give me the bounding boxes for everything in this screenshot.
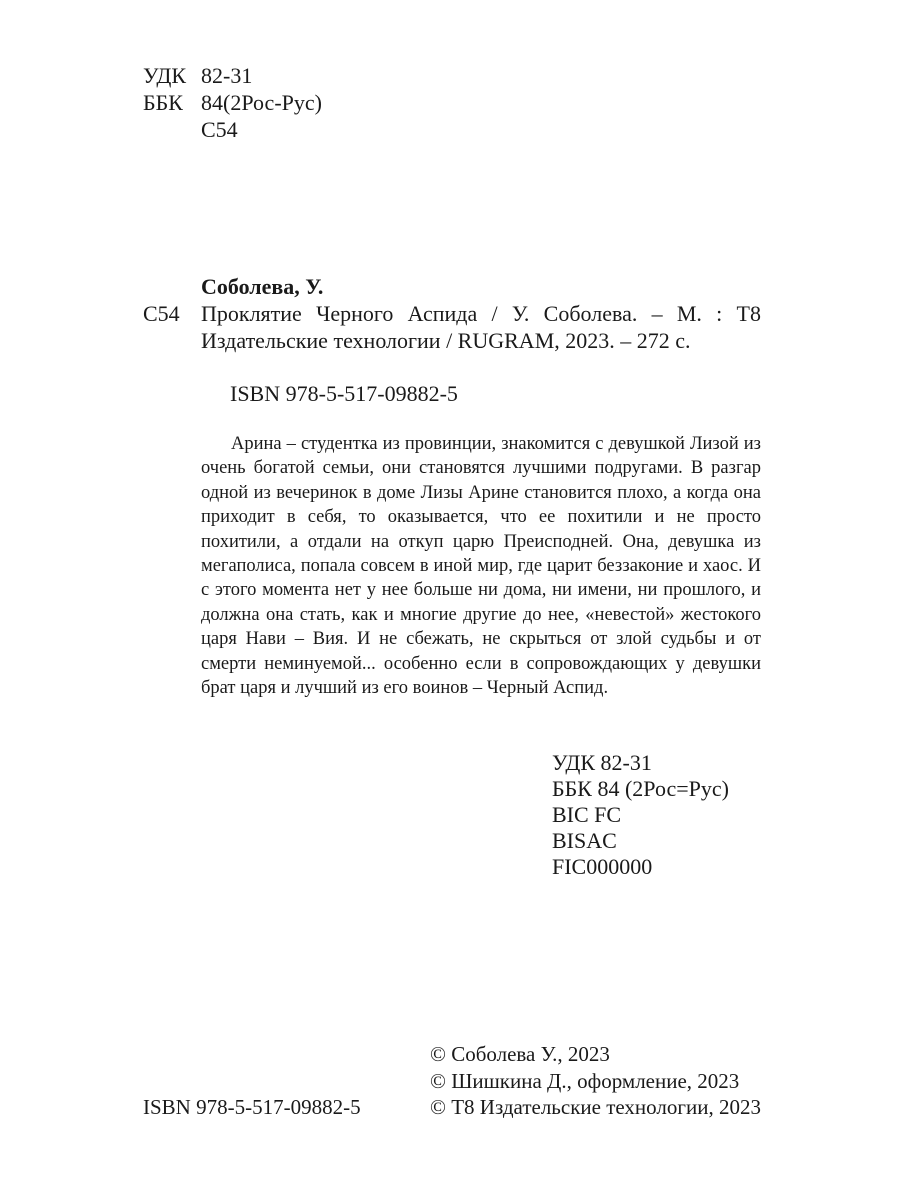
right-bisac-code: FIC000000 <box>552 854 653 879</box>
bbk-label: ББК <box>143 90 183 115</box>
bibliographic-isbn: ISBN 978-5-517-09882-5 <box>230 381 458 406</box>
copyright-block <box>430 1041 761 1121</box>
right-bbk: ББК 84 (2Рос=Рус) <box>552 776 729 801</box>
bibliographic-author-mark: С54 <box>143 301 180 326</box>
bbk-row <box>143 89 322 116</box>
udk-row <box>143 62 322 89</box>
top-classification <box>143 62 322 143</box>
bbk-value: 84(2Рос-Рус) <box>201 90 322 115</box>
udk-label: УДК <box>143 63 187 88</box>
bibliographic-line-1: Проклятие Черного Аспида / У. Соболева. – М. : Т8 <box>201 301 761 326</box>
author-mark-row <box>143 116 322 143</box>
footer-isbn: ISBN 978-5-517-09882-5 <box>143 1095 361 1119</box>
right-bic: BIC FC <box>552 802 622 827</box>
copyright-publisher: © Т8 Издательские технологии, 2023 <box>430 1095 761 1119</box>
udk-value: 82-31 <box>201 63 253 88</box>
copyright-design: © Шишкина Д., оформление, 2023 <box>430 1068 740 1093</box>
abstract <box>201 432 761 700</box>
right-bisac: BISAC <box>552 828 617 853</box>
right-classification <box>552 750 729 880</box>
author-name: Соболева, У. <box>201 274 324 299</box>
right-udk: УДК 82-31 <box>552 750 652 775</box>
copyright-author: © Соболева У., 2023 <box>430 1042 610 1066</box>
top-author-mark: С54 <box>201 117 238 142</box>
bibliographic-line-2: Издательские технологии / RUGRAM, 2023. – 272 с. <box>201 328 691 353</box>
abstract-text: Арина – студентка из провинции, знакомится с девушкой Лизой из очень богатой семьи, они становятся лучшими подругами. В разгар одной из вечеринок в доме Лизы Арине становится плохо, а когда она приходит в себя, то оказывается, что ее похитили и не просто похитили, а отдали на откуп царю Преисподней. Она, девушка из мегаполиса, попала совсем в иной мир, где царит беззаконие и хаос. И с этого момента нет у нее больше ни дома, ни имени, ни прошлого, и должна она стать, как и многие другие до нее, «невестой» жестокого царя Нави – Вия. И не сбежать, не скрыться от злой судьбы и от смерти неминуемой... особенно если в сопровождающих у девушки брат царя и лучший из его воинов – Черный Аспид. <box>201 434 761 699</box>
